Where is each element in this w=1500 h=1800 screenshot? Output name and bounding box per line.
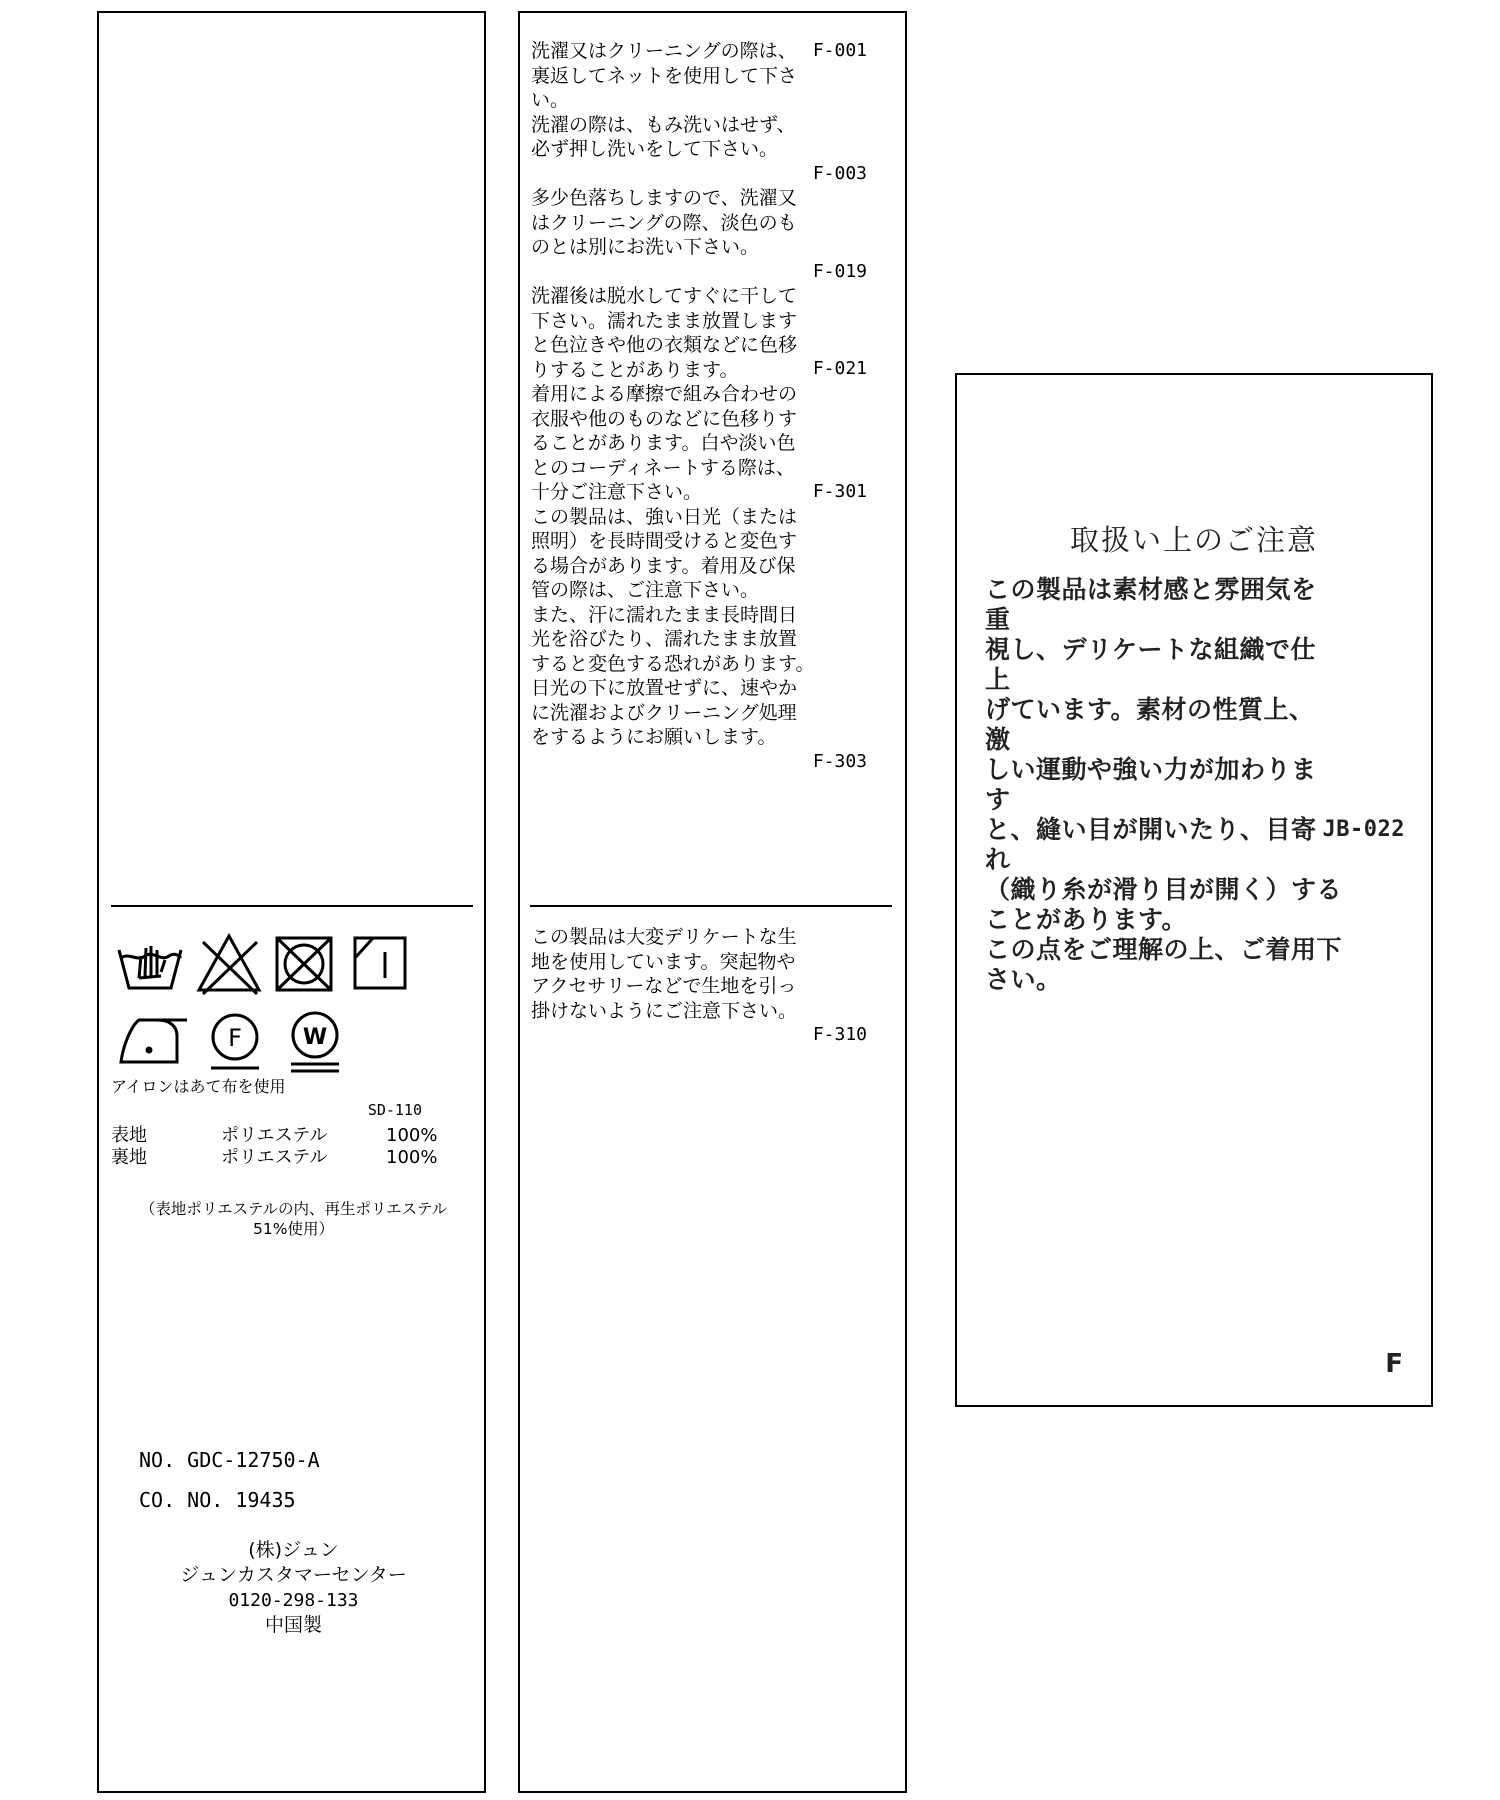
- note-text: 洗濯の際は、もみ洗いはせず、 必ず押し洗いをして下さい。: [531, 113, 796, 160]
- size-mark: F: [1385, 1349, 1403, 1379]
- iron-note: アイロンはあて布を使用: [111, 1077, 286, 1096]
- shade-dry-icon: [355, 938, 405, 988]
- fabric-composition: [111, 1125, 451, 1169]
- fabric-row-outer: [111, 1125, 451, 1147]
- note-code: F-310: [812, 1024, 867, 1045]
- recycle-note-line: 51%使用）: [253, 1220, 334, 1238]
- note-text: この製品は、強い日光（または 照明）を長時間受けると変色す る場合があります。着用及び保 管の際は、ご注意下さい。 また、汗に濡れたまま長時間日 光を浴びたり、濡れたまま放置 すると変色する恐れがあります。 日光の下に放置せずに、速やか に洗濯およびクリーニング処理 をするようにお願いします。: [531, 505, 815, 748]
- caution-body: [985, 575, 1405, 995]
- care-notes: [531, 39, 867, 774]
- fabric-row-lining: [111, 1147, 451, 1169]
- care-label-notes: [518, 11, 907, 1793]
- product-number: NO. GDC-12750-A: [139, 1448, 320, 1472]
- recycle-note-line: （表地ポリエステルの内、再生ポリエステル: [139, 1200, 448, 1218]
- fabric-part: 表地: [111, 1125, 147, 1146]
- note-text: 洗濯又はクリーニングの際は、 裏返してネットを使用して下さ い。: [531, 40, 798, 111]
- hand-wash-icon: [119, 946, 181, 988]
- co-number: CO. NO. 19435: [139, 1488, 296, 1512]
- caution-code: JB-022: [1322, 817, 1405, 842]
- fabric-percent: 100%: [386, 1125, 438, 1146]
- recycle-note: [99, 1199, 488, 1239]
- company-name: (株)ジュン: [248, 1539, 339, 1561]
- note-text: 洗濯後は脱水してすぐに干して 下さい。濡れたまま放置します と色泣きや他の衣類などに色移 りすることがあります。: [531, 285, 798, 381]
- svg-text:W: W: [302, 1025, 328, 1050]
- svg-text:F: F: [228, 1024, 242, 1052]
- care-note: [531, 113, 867, 187]
- caution-title: 取扱い上のご注意: [1069, 523, 1318, 557]
- care-symbols: [117, 928, 457, 1078]
- fabric-part: 裏地: [111, 1147, 147, 1168]
- country-of-origin: 中国製: [264, 1614, 322, 1636]
- care-label-composition: [97, 11, 486, 1793]
- no-tumble-dry-icon: [277, 938, 331, 990]
- care-note: [531, 186, 867, 284]
- note-code: F-001: [812, 40, 867, 61]
- note-code: F-003: [812, 162, 867, 184]
- fabric-material: ポリエステル: [221, 1147, 328, 1168]
- wet-clean-w-icon: [291, 1013, 339, 1071]
- no-bleach-icon: [199, 936, 259, 994]
- dry-clean-f-icon: [211, 1015, 259, 1068]
- fabric-material: ポリエステル: [221, 1125, 328, 1146]
- note-text: 多少色落ちしますので、洗濯又 はクリーニングの際、淡色のも のとは別にお洗い下さい。: [531, 187, 797, 258]
- care-note: [531, 39, 867, 113]
- note-code: F-301: [812, 481, 867, 502]
- iron-low-icon: [121, 1020, 187, 1062]
- care-code: SD-110: [367, 1101, 422, 1119]
- note-code: F-019: [812, 260, 867, 282]
- care-note: [531, 505, 867, 775]
- company-info: [99, 1538, 488, 1638]
- note-code: F-303: [812, 750, 867, 772]
- handling-caution-label: [955, 373, 1433, 1407]
- divider: [530, 905, 892, 907]
- phone-number: 0120-298-133: [228, 1590, 359, 1611]
- care-note: [531, 382, 867, 505]
- caution-text: この製品は素材感と雰囲気を重 視し、デリケートな組織で仕上 げています。素材の性質上、激 しい運動や強い力が加わります と、縫い目が開いたり、目寄れ （織り糸が滑り目が開く）する ことがあります。 この点をご理解の上、ご着用下 さい。: [985, 575, 1343, 994]
- note-code: F-021: [812, 358, 867, 379]
- note-text: 着用による摩擦で組み合わせの 衣服や他のものなどに色移りす ることがあります。白や淡い色 とのコーディネートする際は、 十分ご注意下さい。: [531, 383, 798, 503]
- customer-center: ジュンカスタマーセンター: [180, 1564, 407, 1586]
- care-note: [531, 284, 867, 382]
- divider: [111, 905, 473, 907]
- fabric-percent: 100%: [386, 1147, 438, 1168]
- note-text: この製品は大変デリケートな生 地を使用しています。突起物や アクセサリーなどで生地を引っ 掛けないようにご注意下さい。: [531, 926, 798, 1022]
- delicate-fabric-note: [531, 925, 867, 1048]
